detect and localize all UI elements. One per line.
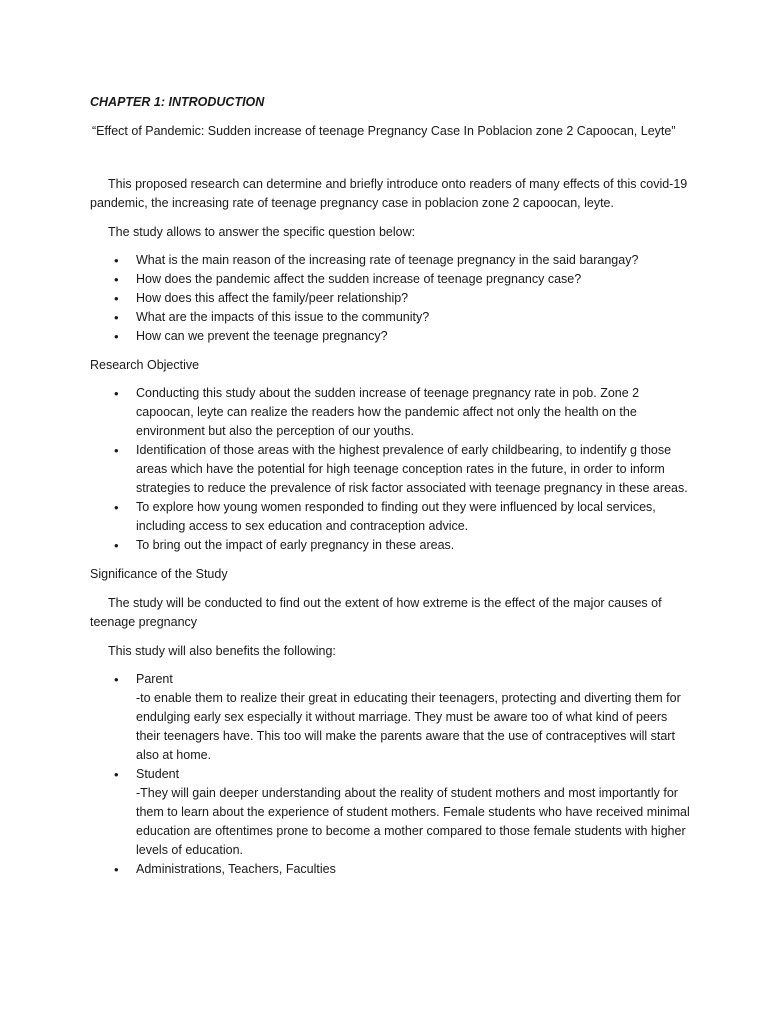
bullet-icon: •	[114, 329, 119, 344]
document-body	[90, 93, 690, 879]
beneficiary-description: -They will gain deeper understanding about the reality of student mothers and most importantly for them to learn about the experience of student mothers. Female students who have received minimal education are oftentimes prone to become a mother compared to those female students with higher levels of education.	[136, 786, 690, 857]
questions-intro: The study allows to answer the specific question below:	[108, 225, 416, 239]
bullet-icon: •	[114, 386, 119, 401]
chapter-title: CHAPTER 1: INTRODUCTION	[90, 95, 265, 109]
list-item-text: Conducting this study about the sudden increase of teenage pregnancy rate in pob. Zone 2 capoocan, leyte can realize the readers how the pandemic affect not only the health on the environment but also the perception of our youths.	[136, 386, 640, 438]
benefits-intro: This study will also benefits the following:	[108, 644, 336, 658]
beneficiary-label: Administrations, Teachers, Faculties	[136, 862, 336, 876]
list-item-text: How can we prevent the teenage pregnancy?	[136, 329, 388, 343]
list-item	[114, 536, 690, 555]
list-item	[114, 270, 690, 289]
list-item-text: What are the impacts of this issue to the community?	[136, 310, 430, 324]
beneficiaries-list	[90, 670, 690, 879]
list-item	[114, 860, 690, 879]
bullet-icon: •	[114, 310, 119, 325]
list-item-text: To explore how young women responded to finding out they were influenced by local services, including access to sex education and contraception advice.	[136, 500, 656, 533]
list-item	[114, 308, 690, 327]
beneficiary-label: Student	[136, 767, 180, 781]
list-item	[114, 384, 690, 441]
list-item	[114, 498, 690, 536]
list-item-text: Identification of those areas with the highest prevalence of early childbearing, to indentify g those areas which have the potential for high teenage conception rates in the future, in order to inform strategies to reduce the prevalence of risk factor associated with teenage pregnancy in these areas.	[136, 443, 688, 495]
bullet-icon: •	[114, 672, 119, 687]
significance-paragraph: The study will be conducted to find out the extent of how extreme is the effect of the major causes of teenage pregnancy	[90, 596, 662, 629]
bullet-icon: •	[114, 538, 119, 553]
list-item	[114, 289, 690, 308]
list-item	[114, 765, 690, 860]
beneficiary-description: -to enable them to realize their great in educating their teenagers, protecting and diverting them for endulging early sex especially it without marriage. They must be aware too of what kind of peers their teenagers have. This too will make the parents aware that the use of contraceptives will start also at home.	[136, 691, 681, 762]
list-item-text: How does this affect the family/peer relationship?	[136, 291, 409, 305]
bullet-icon: •	[114, 253, 119, 268]
list-item	[114, 441, 690, 498]
document-title: “Effect of Pandemic: Sudden increase of teenage Pregnancy Case In Poblacion zone 2 Capoocan, Leyte”	[92, 124, 676, 138]
research-objective-heading: Research Objective	[90, 358, 200, 372]
beneficiary-label: Parent	[136, 672, 173, 686]
intro-paragraph: This proposed research can determine and briefly introduce onto readers of many effects of this covid-19 pandemic, the increasing rate of teenage pregnancy case in poblacion zone 2 capoocan, leyte.	[90, 177, 688, 210]
list-item-text: How does the pandemic affect the sudden increase of teenage pregnancy case?	[136, 272, 582, 286]
bullet-icon: •	[114, 272, 119, 287]
bullet-icon: •	[114, 500, 119, 515]
list-item	[114, 327, 690, 346]
questions-list	[90, 251, 690, 346]
list-item	[114, 670, 690, 765]
significance-heading: Significance of the Study	[90, 567, 228, 581]
bullet-icon: •	[114, 291, 119, 306]
list-item	[114, 251, 690, 270]
list-item-text: To bring out the impact of early pregnancy in these areas.	[136, 538, 455, 552]
bullet-icon: •	[114, 862, 119, 877]
list-item-text: What is the main reason of the increasing rate of teenage pregnancy in the said barangay?	[136, 253, 639, 267]
research-objective-list	[90, 384, 690, 555]
bullet-icon: •	[114, 443, 119, 458]
bullet-icon: •	[114, 767, 119, 782]
